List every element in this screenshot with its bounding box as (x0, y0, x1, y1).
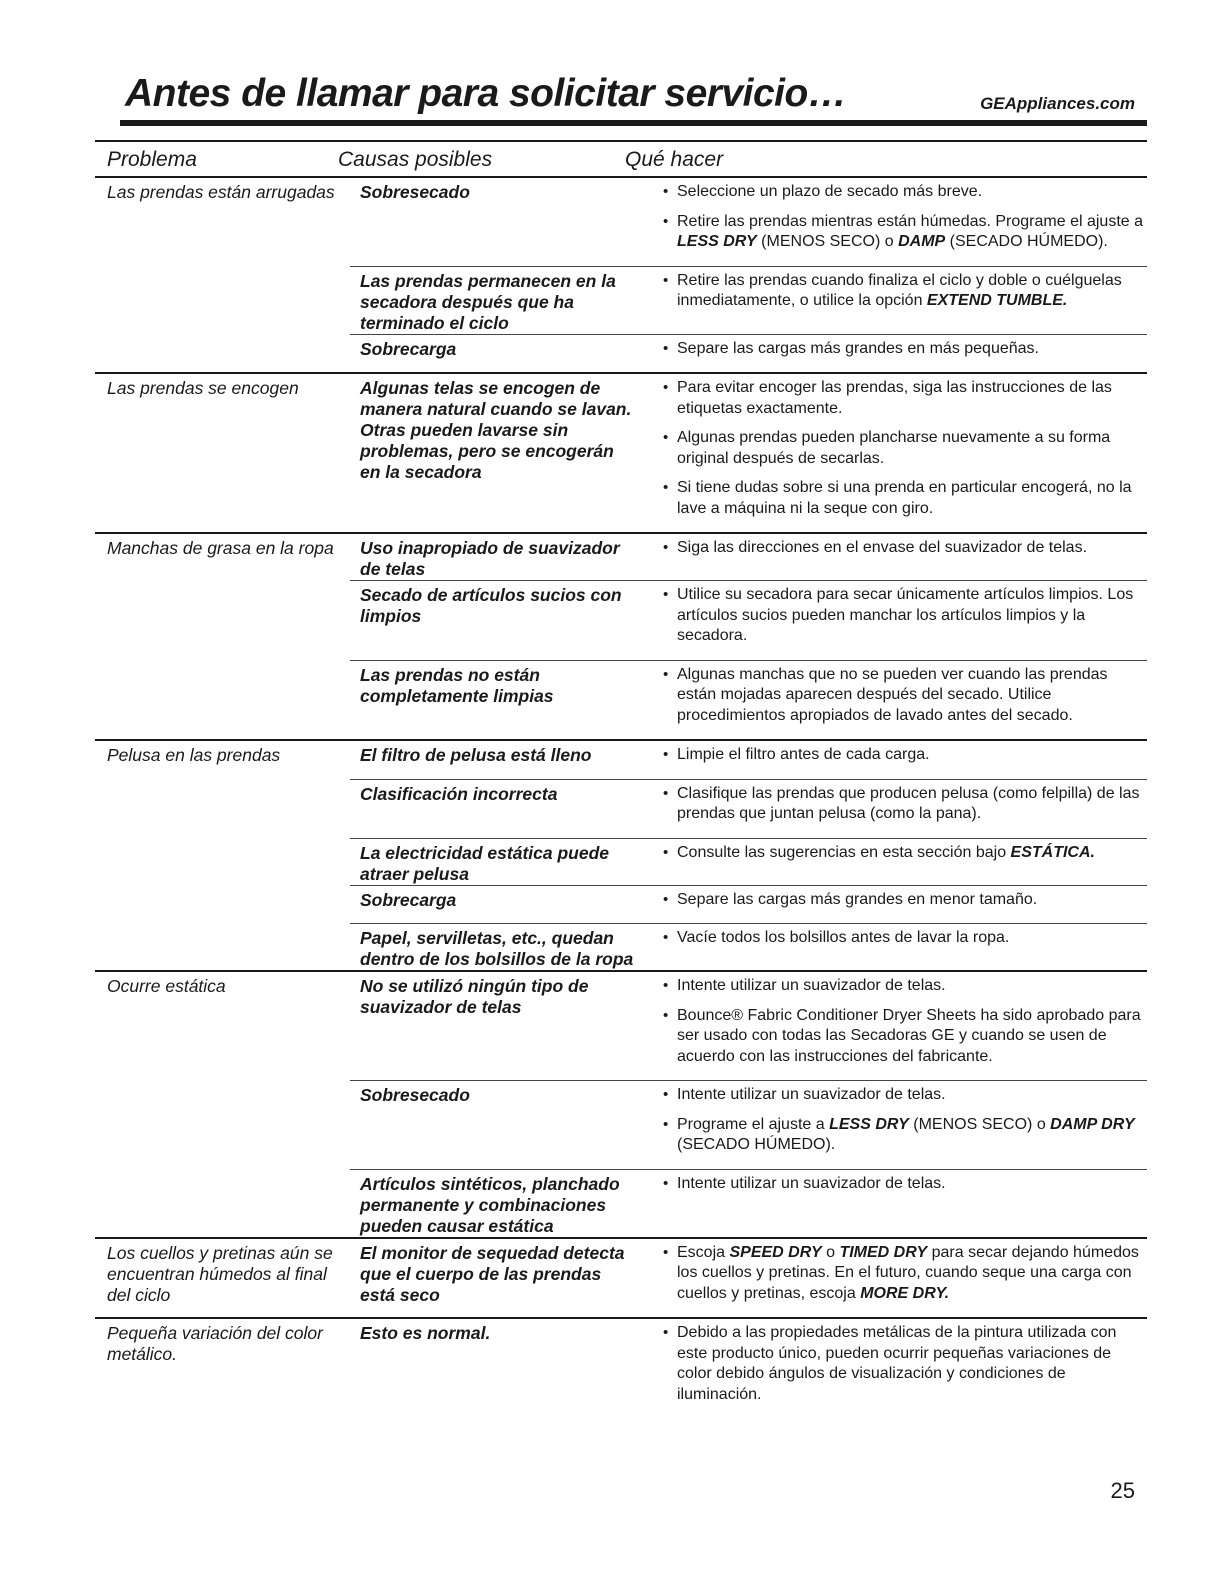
action-cell (647, 924, 1147, 972)
action-item: • Separe las cargas más grandes en más pequeñas. (677, 339, 1147, 360)
setting-keyword: DAMP DRY (1050, 1115, 1135, 1133)
column-header-action: Qué hacer (625, 148, 724, 171)
setting-keyword: SPEED DRY (729, 1243, 822, 1261)
table-row (95, 373, 1147, 533)
action-list (657, 538, 1147, 559)
setting-keyword: TIMED DRY (839, 1243, 928, 1261)
action-list (657, 665, 1147, 727)
action-cell (647, 266, 1147, 334)
action-list (657, 928, 1147, 949)
action-list (657, 378, 1147, 519)
action-list (657, 890, 1147, 911)
action-item: • Algunas manchas que no se pueden ver cuando las prendas están mojadas aparecen después del secado. Utilice procedimientos apropiados de lavado antes del secado. (677, 665, 1147, 727)
table-row (95, 177, 1147, 266)
cause-cell: Secado de artículos sucios con limpios (350, 581, 647, 661)
action-item: • Retire las prendas cuando finaliza el ciclo y doble o cuélguelas inmediatamente, o utilice la opción EXTEND TUMBLE. (677, 271, 1147, 312)
problem-cell: Las prendas están arrugadas (95, 177, 350, 373)
page-header (95, 72, 1147, 122)
action-list (657, 976, 1147, 1067)
action-item: • Utilice su secadora para secar únicamente artículos limpios. Los artículos sucios pueden manchar los artículos limpios y la secadora. (677, 585, 1147, 647)
action-list (657, 843, 1147, 864)
action-item: • Debido a las propiedades metálicas de la pintura utilizada con este producto único, pueden ocurrir pequeñas variaciones de color debido ángulos de visualización y condiciones de iluminación. (677, 1323, 1147, 1405)
action-cell (647, 1081, 1147, 1170)
action-cell (647, 660, 1147, 740)
cause-cell: Uso inapropiado de suavizador de telas (350, 533, 647, 581)
action-cell (647, 838, 1147, 885)
action-cell (647, 1238, 1147, 1319)
action-cell (647, 885, 1147, 924)
problem-cell: Pelusa en las prendas (95, 740, 350, 971)
action-cell (647, 533, 1147, 581)
column-header-problem: Problema (107, 148, 197, 171)
cause-cell: Esto es normal. (350, 1318, 647, 1418)
cause-cell: Sobrecarga (350, 885, 647, 924)
action-item: • Seleccione un plazo de secado más breve. (677, 182, 1147, 203)
table-row (95, 533, 1147, 581)
table-row (95, 971, 1147, 1081)
action-list (657, 271, 1147, 312)
cause-cell: La electricidad estática puede atraer pelusa (350, 838, 647, 885)
site-url: GEAppliances.com (980, 94, 1135, 113)
action-item: • Consulte las sugerencias en esta sección bajo ESTÁTICA. (677, 843, 1147, 864)
action-item: • Bounce® Fabric Conditioner Dryer Sheets ha sido aprobado para ser usado con todas las Secadoras GE y cuando se usen de acuerdo con las instrucciones del fabricante. (677, 1006, 1147, 1068)
action-cell (647, 1169, 1147, 1238)
problem-cell: Los cuellos y pretinas aún se encuentran húmedos al final del ciclo (95, 1238, 350, 1319)
action-item: • Para evitar encoger las prendas, siga las instrucciones de las etiquetas exactamente. (677, 378, 1147, 419)
problem-cell: Manchas de grasa en la ropa (95, 533, 350, 740)
cause-cell: No se utilizó ningún tipo de suavizador de telas (350, 971, 647, 1081)
table-row (95, 740, 1147, 779)
action-list (657, 1243, 1147, 1305)
action-list (657, 1174, 1147, 1195)
cause-cell: Artículos sintéticos, planchado permanente y combinaciones pueden causar estática (350, 1169, 647, 1238)
action-list (657, 745, 1147, 766)
action-cell (647, 971, 1147, 1081)
problem-cell: Pequeña variación del color metálico. (95, 1318, 350, 1418)
action-item: • Clasifique las prendas que producen pelusa (como felpilla) de las prendas que juntan pelusa (como la pana). (677, 784, 1147, 825)
action-item: • Vacíe todos los bolsillos antes de lavar la ropa. (677, 928, 1147, 949)
action-cell (647, 177, 1147, 266)
setting-keyword: ESTÁTICA. (1010, 843, 1095, 861)
setting-keyword: LESS DRY (677, 233, 757, 250)
action-item: • Intente utilizar un suavizador de telas. (677, 1085, 1147, 1106)
setting-keyword: DAMP (898, 233, 946, 250)
cause-cell: Clasificación incorrecta (350, 779, 647, 838)
action-item: • Separe las cargas más grandes en menor tamaño. (677, 890, 1147, 911)
table-row (95, 1238, 1147, 1319)
setting-keyword: EXTEND TUMBLE. (926, 292, 1068, 309)
cause-cell: Algunas telas se encogen de manera natural cuando se lavan. Otras pueden lavarse sin problemas, pero se encogerán en la secadora (350, 373, 647, 533)
page-title: Antes de llamar para solicitar servicio… (125, 72, 847, 115)
table-row (95, 1318, 1147, 1418)
page-number: 25 (1110, 1478, 1135, 1503)
column-headers (95, 140, 1147, 178)
problem-cell: Las prendas se encogen (95, 373, 350, 533)
cause-cell: El filtro de pelusa está lleno (350, 740, 647, 779)
action-cell (647, 373, 1147, 533)
cause-cell: Las prendas no están completamente limpias (350, 660, 647, 740)
action-cell (647, 1318, 1147, 1418)
action-cell (647, 740, 1147, 779)
action-item: • Si tiene dudas sobre si una prenda en particular encogerá, no la lave a máquina ni la seque con giro. (677, 478, 1147, 519)
action-item: • Retire las prendas mientras están húmedas. Programe el ajuste a LESS DRY (MENOS SECO) o DAMP (SECADO HÚMEDO). (677, 212, 1147, 253)
action-list (657, 1323, 1147, 1405)
action-cell (647, 779, 1147, 838)
troubleshooting-page (95, 0, 1147, 1585)
action-cell (647, 334, 1147, 373)
action-item: • Intente utilizar un suavizador de telas. (677, 1174, 1147, 1195)
action-item: • Intente utilizar un suavizador de telas. (677, 976, 1147, 997)
setting-keyword: MORE DRY. (860, 1284, 950, 1302)
problem-cell: Ocurre estática (95, 971, 350, 1238)
cause-cell: Papel, servilletas, etc., quedan dentro de los bolsillos de la ropa (350, 924, 647, 972)
cause-cell: El monitor de sequedad detecta que el cuerpo de las prendas está seco (350, 1238, 647, 1319)
action-cell (647, 581, 1147, 661)
action-item: • Programe el ajuste a LESS DRY (MENOS SECO) o DAMP DRY (SECADO HÚMEDO). (677, 1115, 1147, 1156)
action-item: • Escoja SPEED DRY o TIMED DRY para secar dejando húmedos los cuellos y pretinas. En el futuro, cuando seque una carga con cuellos y pretinas, escoja MORE DRY. (677, 1243, 1147, 1305)
action-list (657, 339, 1147, 360)
action-list (657, 182, 1147, 253)
cause-cell: Sobresecado (350, 177, 647, 266)
action-list (657, 1085, 1147, 1156)
action-list (657, 784, 1147, 825)
action-list (657, 585, 1147, 647)
action-item: • Algunas prendas pueden plancharse nuevamente a su forma original después de secarlas. (677, 428, 1147, 469)
header-rule (120, 120, 1147, 126)
setting-keyword: LESS DRY (829, 1115, 909, 1133)
cause-cell: Sobresecado (350, 1081, 647, 1170)
troubleshooting-table (95, 176, 1147, 1418)
action-item: • Limpie el filtro antes de cada carga. (677, 745, 1147, 766)
cause-cell: Sobrecarga (350, 334, 647, 373)
troubleshooting-table-body (95, 177, 1147, 1418)
cause-cell: Las prendas permanecen en la secadora después que ha terminado el ciclo (350, 266, 647, 334)
column-header-causes: Causas posibles (338, 148, 493, 171)
action-item: • Siga las direcciones en el envase del suavizador de telas. (677, 538, 1147, 559)
